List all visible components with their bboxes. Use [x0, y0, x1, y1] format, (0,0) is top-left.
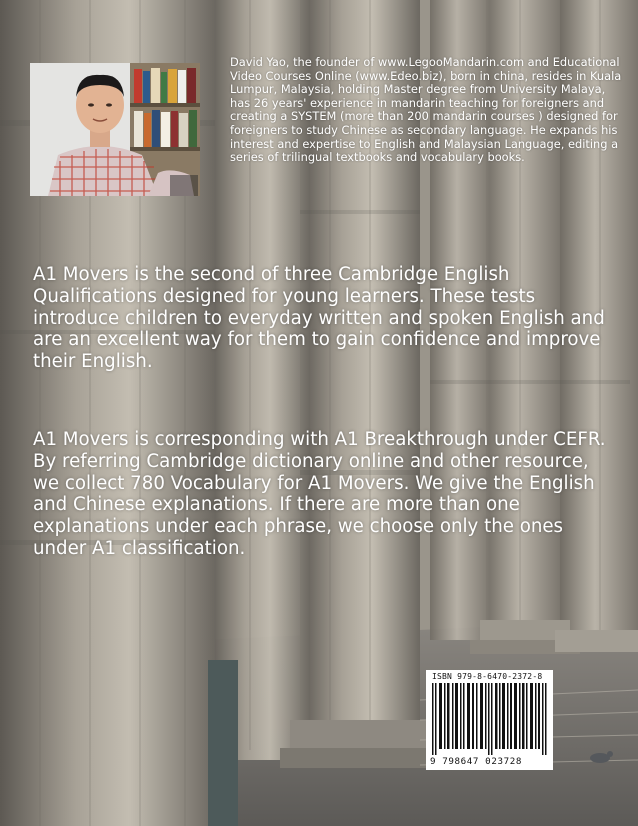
barcode-box [426, 670, 553, 770]
barcode-graphic [432, 683, 548, 755]
author-photo-illustration [30, 63, 200, 196]
isbn-label: ISBN 979-8-6470-2372-8 [432, 672, 543, 681]
description-paragraph-2: A1 Movers is corresponding with A1 Breakthrough under CEFR. By referring Cambridge dictionary online and other resource, we collect 780 Vocabulary for A1 Movers. We give the English and Chinese explanations. If there are more than one explanations under each phrase, we choose only the ones under A1 classification. [33, 429, 606, 559]
author-bio: David Yao, the founder of www.LegooMandarin.com and Educational Video Courses Online (www.Edeo.biz), born in china, resides in Kuala Lumpur, Malaysia, holding Master degree from University Malaya, has 26 years' experience in mandarin teaching for foreigners and creating a SYSTEM (more than 200 mandarin courses ) designed for foreigners to study Chinese as secondary language. He expands his interest and expertise to English and Malaysian Language, editing a series of trilingual textbooks and vocabulary books. [230, 55, 622, 165]
author-photo [30, 63, 200, 196]
barcode-digits: 9 798647 023728 [430, 756, 522, 767]
description-paragraph-1: A1 Movers is the second of three Cambridge English Qualifications designed for young learners. These tests introduce children to everyday written and spoken English and are an excellent way for them to gain confidence and improve their English. [33, 264, 605, 373]
